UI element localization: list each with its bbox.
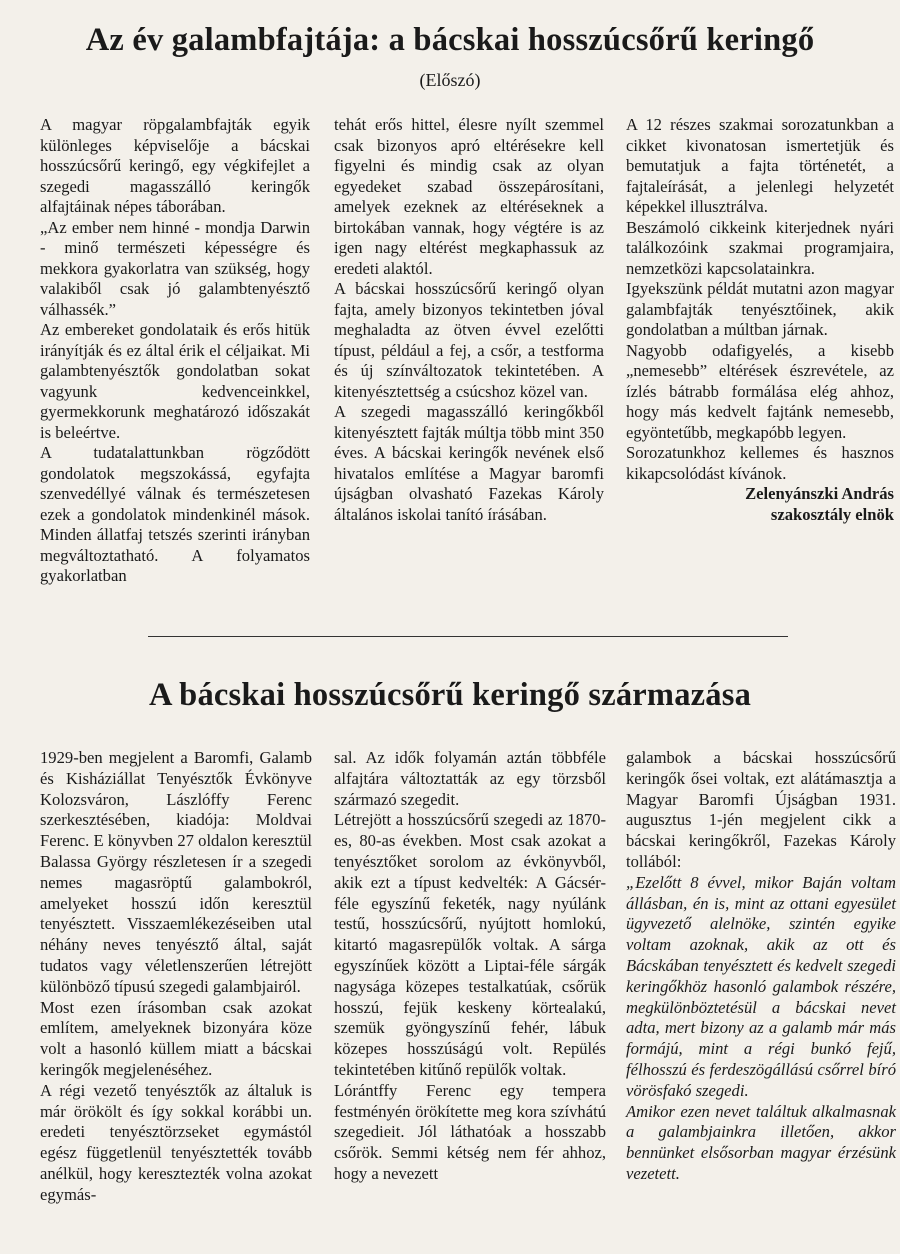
paragraph: sal. Az idők folyamán aztán többféle alfajtára változtatták az egy törzsből származó szegedit. — [334, 748, 606, 809]
paragraph: Nagyobb odafigyelés, a kisebb „nemesebb” eltérések észrevétele, az ízlés bátrabb formálása elég ahhoz, hogy más kedvelt fajtánk nemesebb, egyöntetűbb, megkapóbb legyen. — [626, 340, 894, 442]
paragraph: galambok a bácskai hosszúcsőrű keringők ősei voltak, ezt alátámasztja a Magyar Baromfi Újságban 1931. augusztus 1-jén megjelent cikk a bácskai keringőkről, Fazekas Károly tollából: — [626, 748, 896, 871]
paragraph: 1929-ben megjelent a Baromfi, Galamb és Kisháziállat Tenyésztők Évkönyve Kolozsváron, Lászlóffy Ferenc szerkesztésében, kiadója: Moldvai Ferenc. E könyvben 27 oldalon keresztül Balassa György részletesen ír a szegedi nemes magasröptű galambokról, amelyeket hosszú időn keresztül tenyésztett. Visszaemlékezéseiben utal néhány neves tenyésztő által, saját tudatos vagy véletlenszerűen létrejött különböző típusú szegedi galambjairól. — [40, 748, 312, 996]
article2-column-3 — [626, 748, 896, 1185]
paragraph: Létrejött a hosszúcsőrű szegedi az 1870-es, 80-as években. Most csak azokat a tenyésztőket sorolom az évkönyvből, akik ezt a típust kedvelték: A Gácsér-féle egyszínű feketék, nagy nyúlánk testű, hosszúcsőrű, nyújtott homlokú, kitartó magasrepülők voltak. A sárga egyszínűek között a Liptai-féle sárgák nagysága közepes testalkatúak, csőrük hosszú, fejük keskeny körtealakú, szemük gyöngyszínű fehér, lábuk közepes hosszúságú volt. Repülés tekintetében kitűnő repülők voltak. — [334, 810, 606, 1079]
article-subtitle: (Előszó) — [419, 70, 481, 90]
paragraph: Az embereket gondolataik és erős hitük irányítják és ez által érik el céljaikat. Mi galambtenyésztők gondolatban sokat vagyunk kedvenceinkkel, gyermekkorunk meghatározó időszakát is beleértve. — [40, 320, 310, 442]
paragraph: A magyar röpgalambfajták egyik különleges képviselője a bácskai hosszúcsőrű keringő, egy végkifejlet a szegedi magasszálló keringők alfajtáinak népes táborában. — [40, 115, 310, 216]
quote-paragraph: Amikor ezen nevet találtuk alkalmasnak a galambjainkra illetően, akkor bennünket elsősorban magyar érzésünk vezetett. — [626, 1101, 896, 1183]
paragraph: A 12 részes szakmai sorozatunkban a cikket kivonatosan ismertetjük és bemutatjuk a fajta történetét, a fajtaleírását, a jelenlegi helyzetét képekkel illusztrálva. — [626, 115, 894, 216]
paragraph: Beszámoló cikkeink kiterjednek nyári találkozóink szakmai programjaira, nemzetközi kapcsolatainkra. — [626, 217, 894, 278]
signature-role: szakosztály elnök — [770, 504, 894, 524]
article1-column-2 — [334, 115, 604, 525]
paragraph: A szegedi magasszálló keringőkből kitenyésztett fajták múltja több mint 350 éves. A bácskai keringők nevének első hivatalos említése a Magyar baromfi újságban olvasható Fazekas Károly általános iskolai tanító írásában. — [334, 402, 604, 524]
section-divider — [148, 636, 788, 637]
paragraph: A bácskai hosszúcsőrű keringő olyan fajta, amely bizonyos tekintetben jóval meghaladta az ötven évvel ezelőtti típust, például a fej, a csőr, a testforma és új színváltozatok tekintetében. A kitenyésztettség a csúcshoz közel van. — [334, 279, 604, 401]
article1-column-1 — [40, 115, 310, 587]
section-title: A bácskai hosszúcsőrű keringő származása — [148, 677, 752, 713]
paragraph: Lórántffy Ferenc egy tempera festményén örökítette meg kora szívhátú szegedieit. Jól láthatóak a hosszabb csőrök. Semmi kétség nem fér ahhoz, hogy a nevezett — [334, 1080, 606, 1183]
article1-column-3 — [626, 115, 894, 525]
paragraph: Most ezen írásomban csak azokat említem, amelyeknek bizonyára köze volt a hasonló küllem miatt a bácskai keringők megjelenéséhez. — [40, 997, 312, 1079]
signature-name: Zelenyánszki András — [745, 484, 894, 503]
paragraph: Sorozatunkhoz kellemes és hasznos kikapcsolódást kívánok. — [626, 443, 894, 483]
article2-column-1 — [40, 748, 312, 1206]
paragraph: „Az ember nem hinné - mondja Darwin - minő természeti képességre és mekkora gyakorlatra van szükség, hogy valakiből csak jó galambtenyésztő válhassék.” — [40, 217, 310, 319]
paragraph: A régi vezető tenyésztők az általuk is már örökölt és így sokkal korábbi un. eredeti tenyésztörzseket egymástól egész függetlenül tenyésztették tovább anélkül, hogy keresztezték volna azokat egymás- — [40, 1080, 312, 1204]
quote-paragraph: „Ezelőtt 8 évvel, mikor Baján voltam állásban, én is, mint az ottani egyesület ügyvezető alelnöke, szintén egyike voltam azoknak, akik az ott és Bácskában tenyésztett és kedvelt szegedi keringőkhöz hasonló galambok részére, megkülönböztetésül a bácskai nevet adta, mert bizony az a galamb már más formájú, mint a régi bunkó fejű, félhosszú és ferdeszögállású csőrrel bíró vörösfakó szegedi. — [626, 872, 896, 1100]
paragraph: tehát erős hittel, élesre nyílt szemmel csak bizonyos apró eltérésekre kell figyelni és mindig csak az olyan egyedeket szabad összepárosítani, amelyek ezeknek az eltéréseknek a birtokában vannak, hogy végtére is az igen nagy eltérést megkaphassuk az eredeti alaktól. — [334, 115, 604, 278]
article2-column-2 — [334, 748, 606, 1185]
paragraph: Igyekszünk példát mutatni azon magyar galambfajták tenyésztőinek, akik gondolatban a múltban járnak. — [626, 279, 894, 339]
paragraph: A tudatalattunkban rögződött gondolatok megszokássá, egyfajta szenvedéllyé válnak és természetesen ezek a gondolatok mindenkinél mások. Minden állatfaj tetszés szerinti irányban megváltoztatható. A folyamatos gyakorlatban — [40, 443, 310, 585]
article-title: Az év galambfajtája: a bácskai hosszúcsőrű keringő — [85, 22, 815, 58]
